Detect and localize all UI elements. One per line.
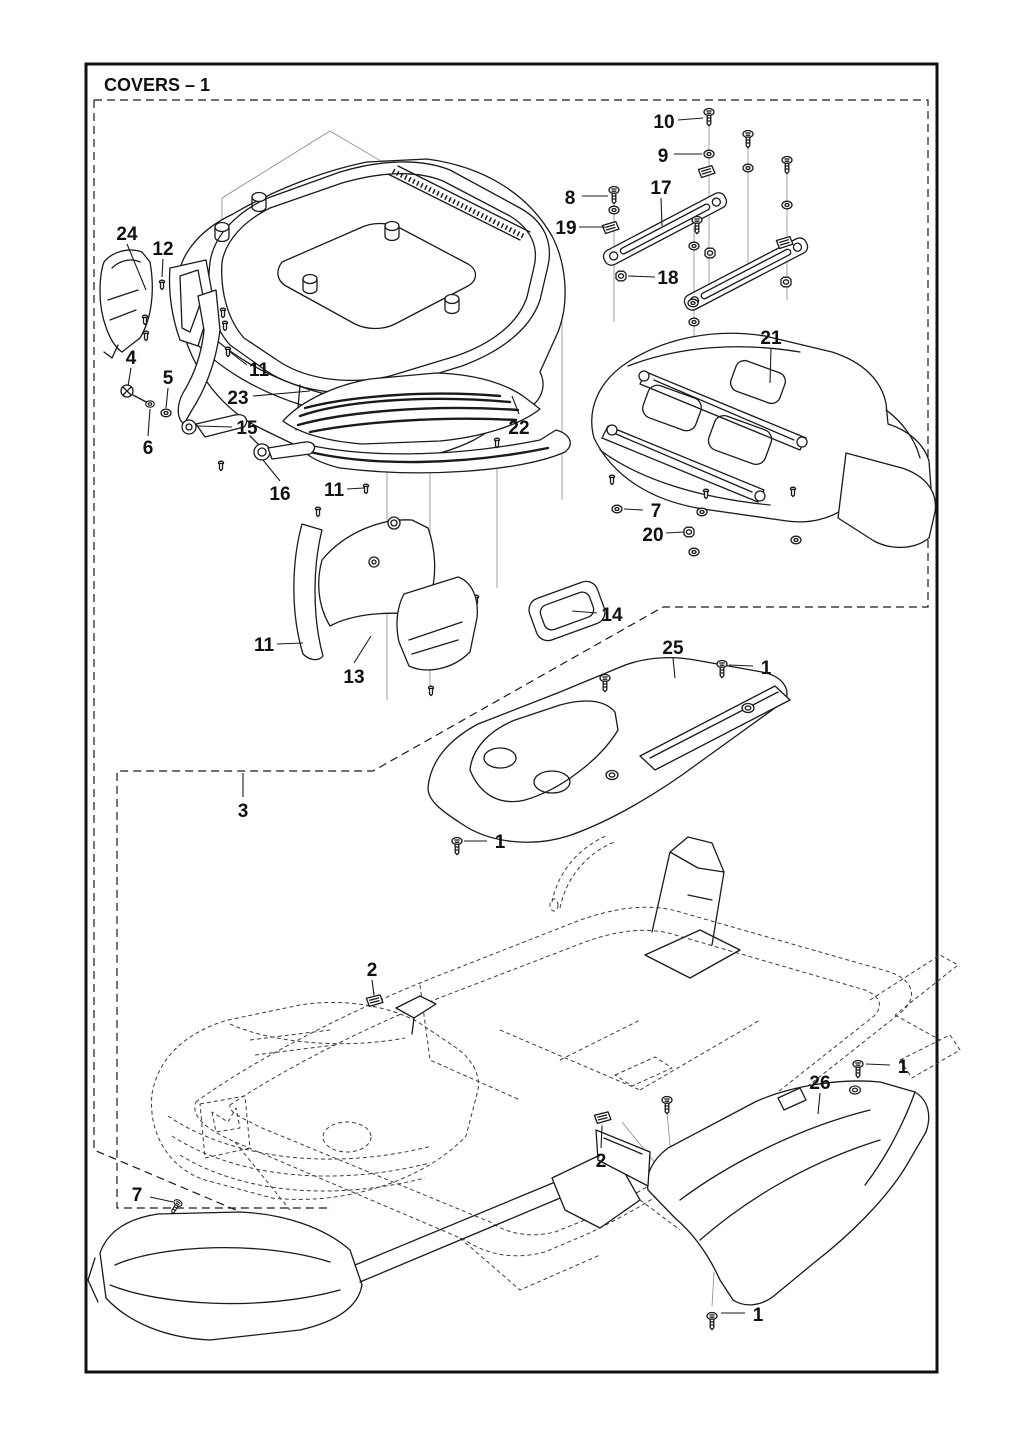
callout-label-26: 26 [809,1073,831,1094]
callout-label-11: 11 [323,480,345,501]
callout-leader-16 [263,460,280,481]
seat-cover-21 [592,333,936,547]
callout-label-16: 16 [269,484,291,505]
callout-label-6: 6 [142,438,154,459]
page-title: COVERS – 1 [104,75,211,95]
callout-label-12: 12 [152,239,174,260]
front-hood-ghost [151,1002,478,1199]
screw-1 [452,838,462,855]
callout-label-11: 11 [248,360,270,381]
callout-label-24: 24 [116,224,138,245]
callout-label-7: 7 [650,501,662,522]
clip-19 [602,221,619,234]
callout-label-1: 1 [760,658,772,679]
washer-5 [161,409,171,417]
gasket-14 [526,578,609,644]
side-panel-24 [100,250,152,358]
screw-20 [684,527,694,537]
duct-13 [294,517,477,670]
callout-leader-11 [347,488,364,489]
callout-leader-18 [628,276,655,277]
callout-label-3: 3 [237,801,249,822]
hardware-cluster [601,109,810,326]
callout-label-5: 5 [162,368,174,389]
callout-leader-12 [162,259,163,277]
screw-1 [707,1313,717,1330]
callout-label-1: 1 [752,1305,764,1326]
callout-label-21: 21 [760,328,782,349]
callout-label-19: 19 [555,218,577,239]
callout-leader-7 [624,509,643,510]
callout-label-7: 7 [131,1185,143,1206]
callout-label-15: 15 [236,418,258,439]
washer-7 [612,505,622,513]
callout-label-14: 14 [601,605,623,626]
callout-label-2: 2 [595,1151,607,1172]
screw-1 [853,1061,863,1078]
screw-1 [662,1097,672,1114]
callout-leader-5 [166,388,168,408]
washer-6 [146,401,155,407]
bolt-4 [121,385,148,403]
callout-label-17: 17 [650,178,672,199]
callout-leader-1 [729,665,753,666]
callout-label-8: 8 [564,188,576,209]
callout-leader-7 [150,1197,173,1202]
washer-9 [704,150,714,158]
callout-label-2: 2 [366,960,378,981]
rear-fender-26 [596,1061,929,1330]
strap-17b [682,236,810,313]
callout-label-25: 25 [662,638,684,659]
callout-label-18: 18 [657,268,679,289]
callout-label-4: 4 [125,348,137,369]
nut-18 [616,271,626,281]
callout-label-9: 9 [657,146,669,167]
callout-label-23: 23 [227,388,249,409]
callout-label-11: 11 [253,635,275,656]
screw-8 [609,187,619,204]
callout-leader-6 [148,409,150,436]
callout-label-1: 1 [897,1057,909,1078]
screw-7 [168,1198,183,1215]
rear-cover-25 [428,658,790,855]
callout-leader-4 [128,368,131,386]
clip-2-rear [594,1112,611,1124]
callout-label-10: 10 [653,112,675,133]
callout-leader-20 [666,532,684,533]
callout-label-22: 22 [508,418,530,439]
callout-leader-1 [866,1064,890,1065]
callout-leader-10 [678,118,703,120]
callout-label-20: 20 [642,525,664,546]
callout-label-1: 1 [494,832,506,853]
callout-leader-2 [372,980,374,995]
screw-10 [704,109,714,126]
callout-leader-11 [277,643,303,644]
callout-label-13: 13 [343,667,365,688]
callout-leader-13 [354,636,371,663]
